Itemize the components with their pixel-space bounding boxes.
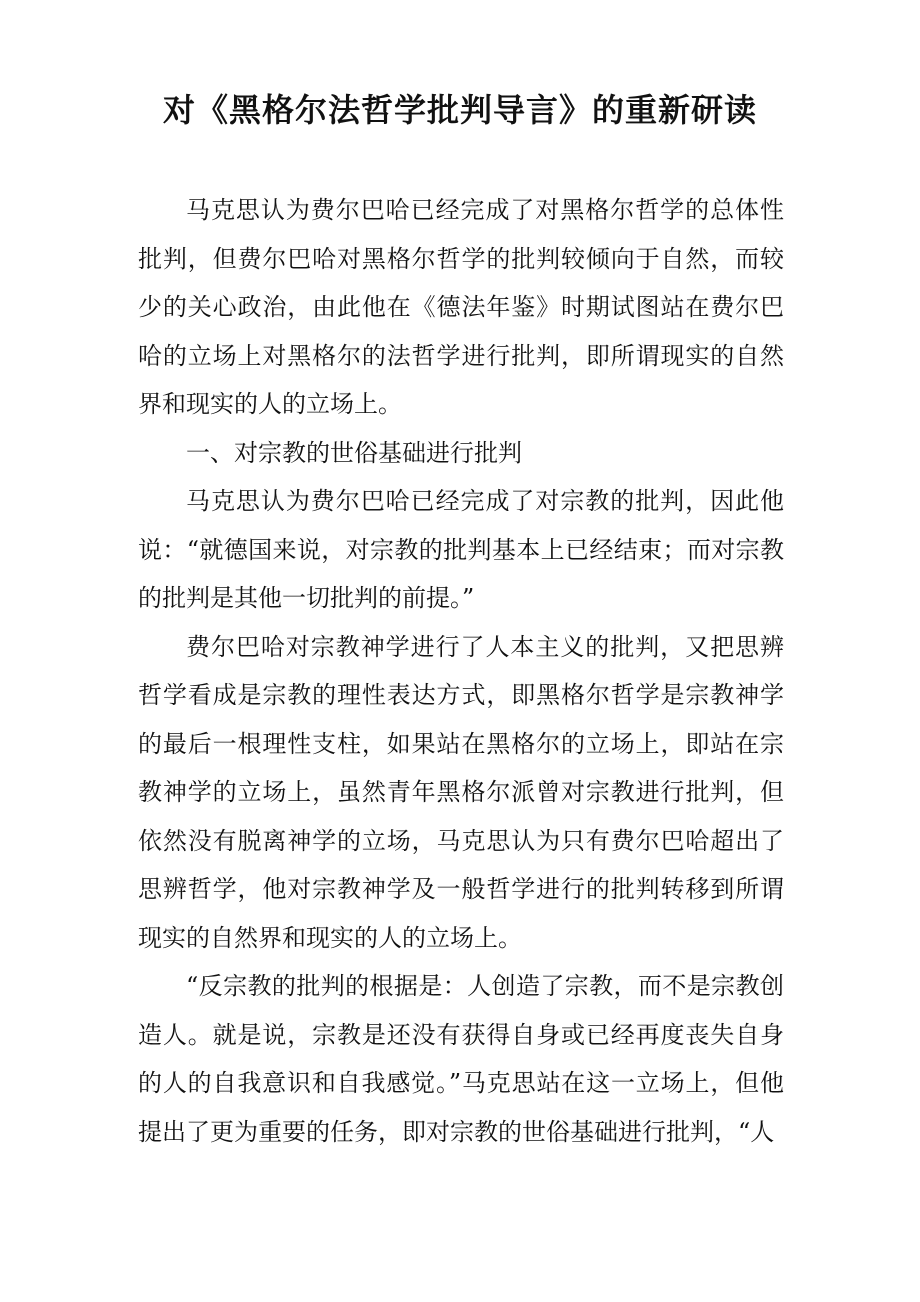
section-heading: 一、对宗教的世俗基础进行批判 — [186, 438, 522, 467]
paragraph-anti-religion: “反宗教的批判的根据是：人创造了宗教，而不是宗教创造人。就是说，宗教是还没有获得自身或已经再度丧失自身的人的自我意识和自我感觉。”马克思站在这一立场上，但他提出了更为重要的任务，即对宗教的世俗基础进行批判，“人 — [138, 972, 784, 1146]
document-body — [138, 186, 784, 1156]
paragraph-feuerbach: 费尔巴哈对宗教神学进行了人本主义的批判，又把思辨哲学看成是宗教的理性表达方式，即黑格尔哲学是宗教神学的最后一根理性支柱，如果站在黑格尔的立场上，即站在宗教神学的立场上，虽然青年黑格尔派曾对宗教进行批判，但依然没有脱离神学的立场，马克思认为只有费尔巴哈超出了思辨哲学，他对宗教神学及一般哲学进行的批判转移到所谓现实的自然界和现实的人的立场上。 — [138, 632, 784, 952]
document-title: 对《黑格尔法哲学批判导言》的重新研读 — [162, 91, 757, 129]
paragraph-religion-critique: 马克思认为费尔巴哈已经完成了对宗教的批判，因此他说：“就德国来说，对宗教的批判基本上已经结束；而对宗教的批判是其他一切批判的前提。” — [138, 487, 784, 612]
paragraph-intro: 马克思认为费尔巴哈已经完成了对黑格尔哲学的总体性批判，但费尔巴哈对黑格尔哲学的批判较倾向于自然，而较少的关心政治，由此他在《德法年鉴》时期试图站在费尔巴哈的立场上对黑格尔的法哲学进行批判，即所谓现实的自然界和现实的人的立场上。 — [138, 196, 784, 418]
